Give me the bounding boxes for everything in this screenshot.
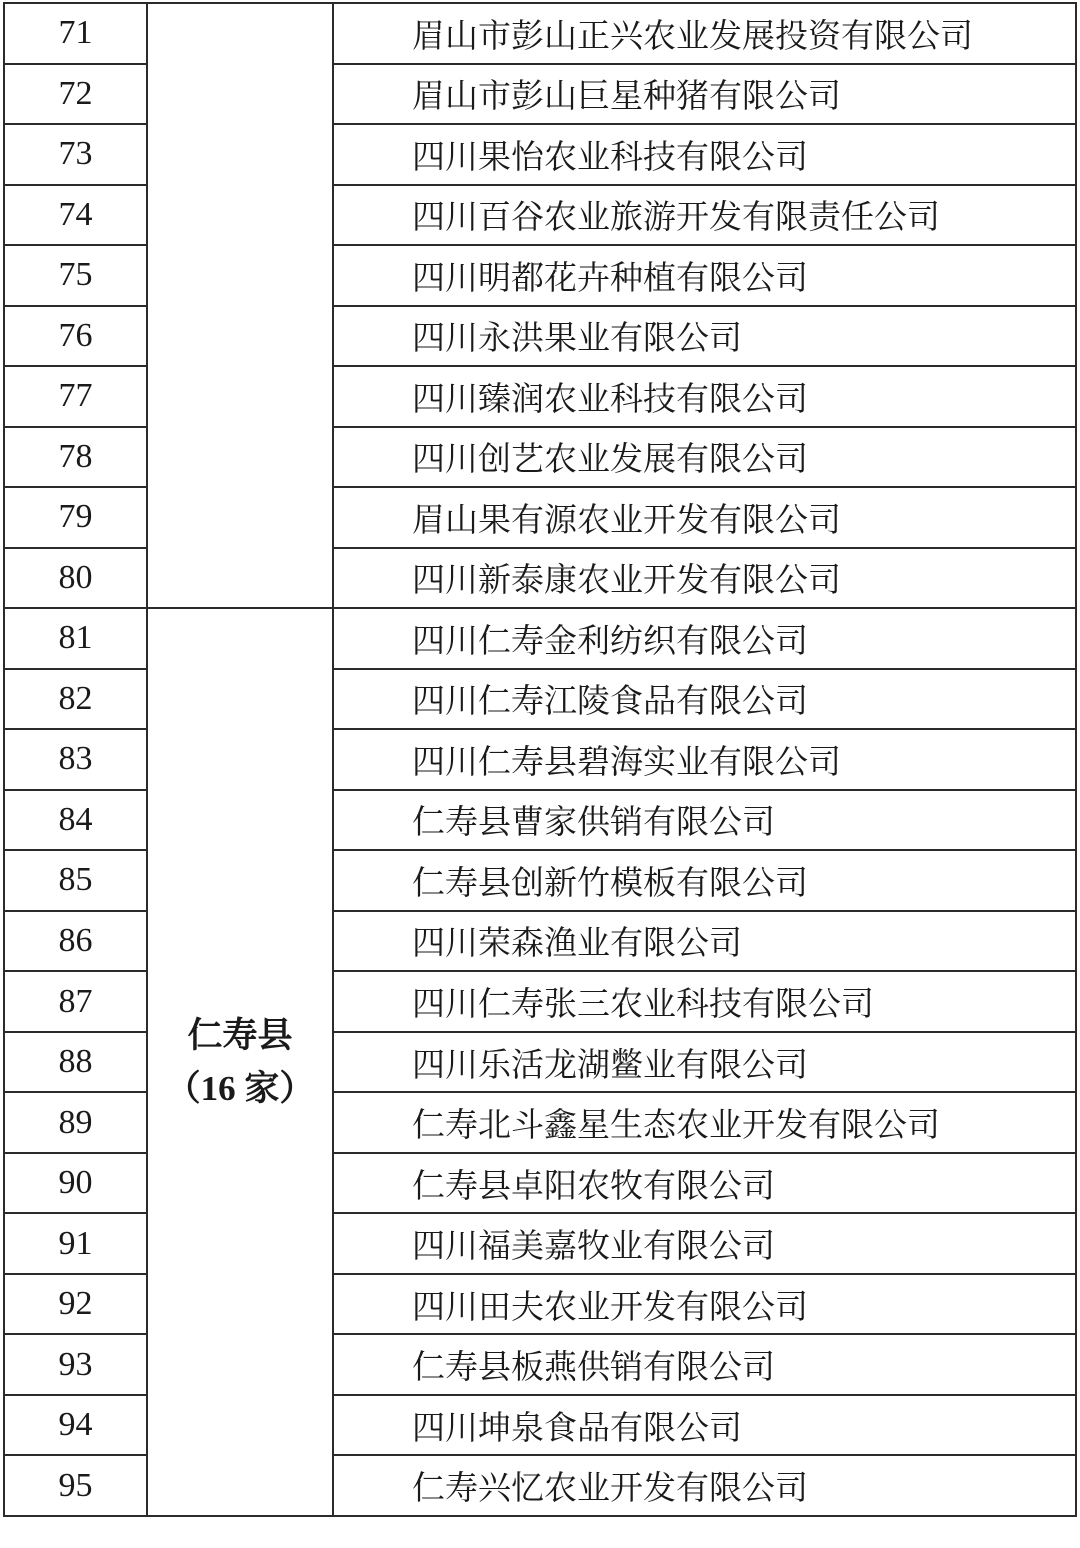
county-cell bbox=[147, 3, 333, 608]
company-name-cell: 四川百谷农业旅游开发有限责任公司 bbox=[333, 185, 1076, 246]
table-row bbox=[4, 608, 1076, 669]
company-name-cell: 四川果怡农业科技有限公司 bbox=[333, 124, 1076, 185]
row-number-cell: 88 bbox=[4, 1032, 147, 1093]
company-name-cell: 四川福美嘉牧业有限公司 bbox=[333, 1213, 1076, 1274]
company-table bbox=[3, 2, 1077, 1517]
row-number-cell: 78 bbox=[4, 427, 147, 488]
company-name-cell: 仁寿县板燕供销有限公司 bbox=[333, 1334, 1076, 1395]
company-name-cell: 眉山市彭山正兴农业发展投资有限公司 bbox=[333, 3, 1076, 64]
row-number-cell: 71 bbox=[4, 3, 147, 64]
company-name-cell: 四川新泰康农业开发有限公司 bbox=[333, 548, 1076, 609]
company-name-cell: 四川乐活龙湖鳖业有限公司 bbox=[333, 1032, 1076, 1093]
row-number-cell: 82 bbox=[4, 669, 147, 730]
company-name-cell: 四川仁寿县碧海实业有限公司 bbox=[333, 729, 1076, 790]
row-number-cell: 94 bbox=[4, 1395, 147, 1456]
row-number-cell: 83 bbox=[4, 729, 147, 790]
company-name-cell: 四川仁寿江陵食品有限公司 bbox=[333, 669, 1076, 730]
row-number-cell: 77 bbox=[4, 366, 147, 427]
company-name-cell: 四川坤泉食品有限公司 bbox=[333, 1395, 1076, 1456]
row-number-cell: 85 bbox=[4, 850, 147, 911]
company-name-cell: 仁寿兴忆农业开发有限公司 bbox=[333, 1455, 1076, 1516]
county-label: 仁寿县 bbox=[187, 1016, 293, 1056]
row-number-cell: 90 bbox=[4, 1153, 147, 1214]
row-number-cell: 81 bbox=[4, 608, 147, 669]
company-name-cell: 眉山果有源农业开发有限公司 bbox=[333, 487, 1076, 548]
company-name-cell: 仁寿县曹家供销有限公司 bbox=[333, 790, 1076, 851]
row-number-cell: 74 bbox=[4, 185, 147, 246]
company-name-cell: 四川臻润农业科技有限公司 bbox=[333, 366, 1076, 427]
row-number-cell: 95 bbox=[4, 1455, 147, 1516]
company-name-cell: 四川永洪果业有限公司 bbox=[333, 306, 1076, 367]
row-number-cell: 80 bbox=[4, 548, 147, 609]
company-name-cell: 仁寿北斗鑫星生态农业开发有限公司 bbox=[333, 1092, 1076, 1153]
row-number-cell: 84 bbox=[4, 790, 147, 851]
county-count-label: （16 家） bbox=[165, 1069, 315, 1109]
company-name-cell: 四川仁寿金利纺织有限公司 bbox=[333, 608, 1076, 669]
county-cell bbox=[147, 608, 333, 1516]
row-number-cell: 93 bbox=[4, 1334, 147, 1395]
row-number-cell: 73 bbox=[4, 124, 147, 185]
row-number-cell: 87 bbox=[4, 971, 147, 1032]
row-number-cell: 72 bbox=[4, 64, 147, 125]
company-name-cell: 四川仁寿张三农业科技有限公司 bbox=[333, 971, 1076, 1032]
company-name-cell: 四川创艺农业发展有限公司 bbox=[333, 427, 1076, 488]
row-number-cell: 76 bbox=[4, 306, 147, 367]
company-name-cell: 四川荣森渔业有限公司 bbox=[333, 911, 1076, 972]
company-name-cell: 四川田夫农业开发有限公司 bbox=[333, 1274, 1076, 1335]
company-name-cell: 仁寿县卓阳农牧有限公司 bbox=[333, 1153, 1076, 1214]
row-number-cell: 92 bbox=[4, 1274, 147, 1335]
company-name-cell: 四川明都花卉种植有限公司 bbox=[333, 245, 1076, 306]
row-number-cell: 89 bbox=[4, 1092, 147, 1153]
table-row bbox=[4, 3, 1076, 64]
row-number-cell: 91 bbox=[4, 1213, 147, 1274]
company-name-cell: 眉山市彭山巨星种猪有限公司 bbox=[333, 64, 1076, 125]
company-name-cell: 仁寿县创新竹模板有限公司 bbox=[333, 850, 1076, 911]
row-number-cell: 86 bbox=[4, 911, 147, 972]
row-number-cell: 79 bbox=[4, 487, 147, 548]
row-number-cell: 75 bbox=[4, 245, 147, 306]
